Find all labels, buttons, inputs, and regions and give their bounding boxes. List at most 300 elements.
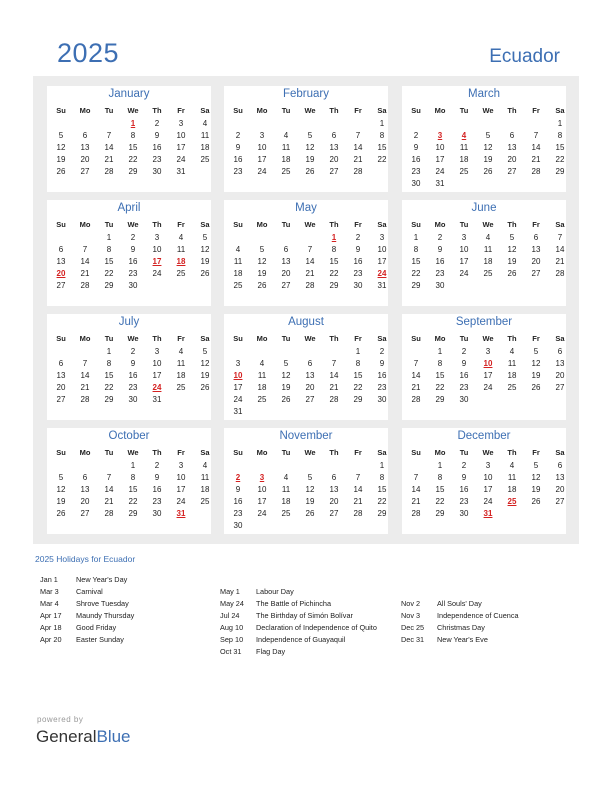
weekday-label: Th: [507, 448, 517, 457]
day: 11: [281, 485, 291, 494]
day: 6: [509, 131, 515, 140]
weekday-label: Th: [507, 334, 517, 343]
day: 28: [555, 269, 565, 278]
weekday-label: Tu: [281, 448, 291, 457]
day: 29: [104, 281, 114, 290]
brand-general: General: [36, 727, 97, 746]
day: 21: [80, 269, 90, 278]
day: 23: [152, 497, 162, 506]
day: 9: [130, 359, 136, 368]
day: 4: [509, 461, 515, 470]
day: 26: [200, 269, 210, 278]
day: 21: [411, 497, 421, 506]
day: 27: [80, 509, 90, 518]
day: 7: [355, 473, 361, 482]
day: 12: [483, 143, 493, 152]
day: 7: [413, 359, 419, 368]
day: 19: [531, 371, 541, 380]
day: 2: [379, 347, 385, 356]
day: 13: [80, 485, 90, 494]
day: 24: [257, 167, 267, 176]
day: 16: [411, 155, 421, 164]
day: 8: [557, 131, 563, 140]
weekday-label: Sa: [200, 334, 210, 343]
day: 7: [533, 131, 539, 140]
holiday-name: Labour Day: [256, 587, 294, 596]
holiday-name: Carnival: [76, 587, 103, 596]
day: 21: [80, 383, 90, 392]
day: 3: [485, 347, 491, 356]
day: 22: [104, 383, 114, 392]
day: 27: [555, 497, 565, 506]
weekday-label: Fr: [354, 334, 362, 343]
day: 21: [305, 269, 315, 278]
day: 27: [56, 395, 66, 404]
weekday-label: Sa: [200, 106, 210, 115]
day: 28: [411, 395, 421, 404]
weekday-label: Th: [152, 334, 162, 343]
day: 18: [507, 371, 517, 380]
day: 30: [128, 281, 138, 290]
day: 12: [531, 359, 541, 368]
day: 27: [329, 509, 339, 518]
weekday-label: We: [304, 448, 316, 457]
day: 30: [459, 509, 469, 518]
weekday-label: Sa: [377, 106, 387, 115]
day: 15: [377, 143, 387, 152]
day: 8: [413, 245, 419, 254]
day: 29: [104, 395, 114, 404]
holiday-date: Nov 2: [401, 599, 421, 608]
holiday-day: 24: [377, 269, 387, 278]
weekday-label: Sa: [377, 220, 387, 229]
day: 25: [200, 497, 210, 506]
weekday-label: Mo: [256, 106, 268, 115]
holiday-name: Good Friday: [76, 623, 117, 632]
day: 26: [483, 167, 493, 176]
day: 24: [176, 497, 186, 506]
day: 5: [307, 131, 313, 140]
holiday-name: Declaration of Independence of Quito: [256, 623, 377, 632]
day: 23: [411, 167, 421, 176]
day: 30: [411, 179, 421, 188]
day: 25: [483, 269, 493, 278]
weekday-label: Fr: [532, 220, 540, 229]
weekday-label: Mo: [256, 220, 268, 229]
day: 31: [435, 179, 445, 188]
day: 20: [329, 497, 339, 506]
day: 3: [178, 461, 184, 470]
weekday-label: Th: [329, 448, 339, 457]
day: 31: [176, 167, 186, 176]
day: 10: [257, 485, 267, 494]
month-title: September: [455, 316, 513, 328]
weekday-label: Sa: [555, 334, 565, 343]
weekday-label: Su: [233, 334, 243, 343]
day: 27: [555, 383, 565, 392]
day: 5: [509, 233, 515, 242]
day: 13: [56, 371, 66, 380]
day: 24: [483, 497, 493, 506]
day: 1: [379, 119, 385, 128]
weekday-label: Su: [411, 448, 421, 457]
day: 3: [154, 347, 160, 356]
day: 29: [435, 509, 445, 518]
day: 20: [531, 257, 541, 266]
day: 15: [435, 485, 445, 494]
day: 1: [106, 347, 112, 356]
day: 12: [281, 371, 291, 380]
day: 7: [82, 359, 88, 368]
weekday-label: Sa: [377, 448, 387, 457]
day: 8: [130, 131, 136, 140]
brand-logo[interactable]: [36, 727, 131, 747]
powered-by-label: powered by: [37, 715, 84, 724]
weekday-label: We: [127, 220, 139, 229]
day: 16: [435, 257, 445, 266]
weekday-label: Sa: [555, 220, 565, 229]
weekday-label: Fr: [177, 448, 185, 457]
day: 19: [507, 257, 517, 266]
day: 27: [56, 281, 66, 290]
weekday-label: Su: [56, 334, 66, 343]
holiday-name: Independence of Guayaquil: [256, 635, 346, 644]
holiday-day: 31: [483, 509, 493, 518]
holiday-day: 10: [483, 359, 493, 368]
day: 11: [176, 359, 186, 368]
day: 5: [58, 473, 64, 482]
day: 5: [485, 131, 491, 140]
day: 14: [80, 257, 90, 266]
month-title: August: [288, 316, 324, 328]
weekday-label: Tu: [459, 220, 469, 229]
day: 16: [128, 371, 138, 380]
holiday-date: Mar 3: [40, 587, 59, 596]
day: 11: [200, 131, 210, 140]
day: 4: [202, 119, 208, 128]
day: 6: [82, 473, 88, 482]
holiday-date: Nov 3: [401, 611, 421, 620]
weekday-label: Fr: [532, 106, 540, 115]
day: 30: [459, 395, 469, 404]
weekday-label: We: [127, 448, 139, 457]
day: 22: [104, 269, 114, 278]
day: 18: [483, 257, 493, 266]
day: 20: [305, 383, 315, 392]
day: 14: [305, 257, 315, 266]
day: 23: [128, 383, 138, 392]
weekday-label: Fr: [354, 448, 362, 457]
day: 11: [281, 143, 291, 152]
day: 31: [233, 407, 243, 416]
holiday-date: Dec 25: [401, 623, 425, 632]
day: 4: [283, 473, 289, 482]
day: 2: [461, 347, 467, 356]
holiday-date: Apr 20: [40, 635, 62, 644]
day: 28: [305, 281, 315, 290]
month-june: [402, 200, 566, 306]
day: 1: [106, 233, 112, 242]
day: 2: [413, 131, 419, 140]
weekday-label: Su: [56, 106, 66, 115]
holiday-day: 24: [152, 383, 162, 392]
day: 28: [353, 167, 363, 176]
weekday-label: Tu: [281, 334, 291, 343]
weekday-label: Sa: [200, 220, 210, 229]
day: 28: [531, 167, 541, 176]
holiday-name: Independence of Cuenca: [437, 611, 519, 620]
day: 27: [80, 167, 90, 176]
day: 14: [555, 245, 565, 254]
weekday-label: Mo: [434, 106, 446, 115]
day: 21: [104, 155, 114, 164]
day: 7: [307, 245, 313, 254]
day: 12: [200, 245, 210, 254]
day: 6: [557, 461, 563, 470]
weekday-label: Tu: [281, 106, 291, 115]
weekday-label: Tu: [459, 334, 469, 343]
day: 29: [435, 395, 445, 404]
day: 8: [355, 359, 361, 368]
holiday-day: 18: [176, 257, 186, 266]
day: 29: [353, 395, 363, 404]
day: 15: [377, 485, 387, 494]
day: 20: [80, 155, 90, 164]
holiday-date: Apr 17: [40, 611, 62, 620]
day: 9: [235, 485, 241, 494]
day: 26: [200, 383, 210, 392]
day: 6: [58, 245, 64, 254]
day: 26: [257, 281, 267, 290]
holiday-day: 3: [259, 473, 265, 482]
day: 21: [353, 155, 363, 164]
day: 30: [353, 281, 363, 290]
day: 8: [379, 131, 385, 140]
day: 7: [82, 245, 88, 254]
weekday-label: Tu: [459, 448, 469, 457]
weekday-label: Su: [411, 334, 421, 343]
day: 24: [459, 269, 469, 278]
day: 23: [152, 155, 162, 164]
holiday-day: 25: [507, 497, 517, 506]
weekday-label: Tu: [104, 448, 114, 457]
day: 17: [483, 371, 493, 380]
month-title: January: [108, 88, 150, 100]
day: 2: [154, 119, 160, 128]
day: 13: [555, 473, 565, 482]
day: 22: [329, 269, 339, 278]
day: 17: [435, 155, 445, 164]
holiday-day: 4: [461, 131, 467, 140]
day: 23: [353, 269, 363, 278]
day: 20: [507, 155, 517, 164]
day: 1: [413, 233, 419, 242]
day: 26: [281, 395, 291, 404]
day: 12: [56, 485, 66, 494]
day: 21: [104, 497, 114, 506]
month-title: April: [117, 202, 141, 214]
weekday-label: Th: [507, 106, 517, 115]
day: 3: [379, 233, 385, 242]
day: 24: [152, 269, 162, 278]
day: 14: [104, 485, 114, 494]
day: 28: [329, 395, 339, 404]
holiday-name: Flag Day: [256, 647, 286, 656]
weekday-label: Th: [329, 106, 339, 115]
day: 9: [235, 143, 241, 152]
day: 21: [531, 155, 541, 164]
day: 6: [557, 347, 563, 356]
day: 11: [233, 257, 243, 266]
day: 8: [437, 473, 443, 482]
day: 3: [485, 461, 491, 470]
day: 14: [104, 143, 114, 152]
day: 13: [329, 143, 339, 152]
day: 23: [377, 383, 387, 392]
day: 29: [128, 167, 138, 176]
day: 28: [353, 509, 363, 518]
weekday-label: Fr: [532, 448, 540, 457]
day: 24: [483, 383, 493, 392]
day: 27: [531, 269, 541, 278]
day: 1: [379, 461, 385, 470]
day: 16: [128, 257, 138, 266]
day: 18: [281, 155, 291, 164]
day: 22: [128, 497, 138, 506]
weekday-label: Mo: [434, 448, 446, 457]
holiday-name: New Year's Day: [76, 575, 128, 584]
weekday-label: Fr: [177, 106, 185, 115]
day: 22: [411, 269, 421, 278]
day: 20: [56, 383, 66, 392]
day: 9: [130, 245, 136, 254]
weekday-label: Fr: [177, 334, 185, 343]
day: 3: [235, 359, 241, 368]
day: 10: [152, 245, 162, 254]
day: 29: [377, 509, 387, 518]
day: 24: [176, 155, 186, 164]
day: 16: [459, 485, 469, 494]
weekday-label: Mo: [256, 334, 268, 343]
holiday-day: 1: [331, 233, 337, 242]
month-january: [47, 86, 211, 192]
day: 18: [200, 485, 210, 494]
day: 22: [377, 155, 387, 164]
weekday-label: Th: [507, 220, 517, 229]
day: 4: [178, 347, 184, 356]
day: 12: [305, 485, 315, 494]
holiday-date: Sep 10: [220, 635, 244, 644]
day: 6: [331, 473, 337, 482]
day: 22: [555, 155, 565, 164]
day: 15: [128, 143, 138, 152]
brand-blue: Blue: [96, 727, 131, 746]
day: 6: [331, 131, 337, 140]
day: 25: [257, 395, 267, 404]
day: 10: [257, 143, 267, 152]
day: 2: [130, 233, 136, 242]
day: 9: [461, 473, 467, 482]
day: 6: [82, 131, 88, 140]
day: 19: [257, 269, 267, 278]
day: 7: [106, 131, 112, 140]
calendar-grid: [33, 76, 579, 544]
day: 1: [557, 119, 563, 128]
weekday-label: Th: [152, 448, 162, 457]
day: 3: [178, 119, 184, 128]
weekday-label: Mo: [79, 334, 91, 343]
day: 22: [377, 497, 387, 506]
day: 19: [56, 155, 66, 164]
weekday-label: Th: [152, 106, 162, 115]
holiday-day: 17: [152, 257, 162, 266]
day: 23: [233, 509, 243, 518]
weekday-label: Su: [233, 448, 243, 457]
holiday-name: Christmas Day: [437, 623, 485, 632]
day: 13: [555, 359, 565, 368]
weekday-label: Mo: [434, 334, 446, 343]
day: 5: [202, 347, 208, 356]
day: 1: [437, 461, 443, 470]
holiday-date: Jul 24: [220, 611, 240, 620]
day: 5: [202, 233, 208, 242]
weekday-label: Th: [329, 220, 339, 229]
month-april: [47, 200, 211, 306]
day: 25: [507, 383, 517, 392]
weekday-label: Tu: [459, 106, 469, 115]
day: 13: [531, 245, 541, 254]
day: 5: [283, 359, 289, 368]
day: 11: [459, 143, 469, 152]
day: 20: [329, 155, 339, 164]
day: 27: [281, 281, 291, 290]
day: 30: [377, 395, 387, 404]
day: 11: [257, 371, 267, 380]
holiday-day: 20: [56, 269, 66, 278]
day: 4: [283, 131, 289, 140]
day: 14: [353, 485, 363, 494]
day: 11: [507, 473, 517, 482]
day: 27: [329, 167, 339, 176]
day: 2: [437, 233, 443, 242]
weekday-label: Mo: [434, 220, 446, 229]
holiday-name: Easter Sunday: [76, 635, 124, 644]
day: 30: [435, 281, 445, 290]
holiday-date: Dec 31: [401, 635, 425, 644]
day: 6: [533, 233, 539, 242]
month-february: [224, 86, 388, 192]
holiday-name: The Birthday of Simón Bolívar: [256, 611, 353, 620]
day: 22: [435, 497, 445, 506]
day: 5: [58, 131, 64, 140]
weekday-label: We: [127, 334, 139, 343]
day: 23: [459, 497, 469, 506]
month-september: [402, 314, 566, 420]
day: 6: [58, 359, 64, 368]
day: 7: [331, 359, 337, 368]
day: 21: [411, 383, 421, 392]
month-title: December: [457, 430, 511, 442]
day: 22: [353, 383, 363, 392]
day: 23: [128, 269, 138, 278]
weekday-label: Mo: [79, 106, 91, 115]
day: 17: [459, 257, 469, 266]
weekday-label: Th: [152, 220, 162, 229]
day: 21: [353, 497, 363, 506]
weekday-label: We: [482, 220, 494, 229]
day: 4: [259, 359, 265, 368]
day: 4: [509, 347, 515, 356]
